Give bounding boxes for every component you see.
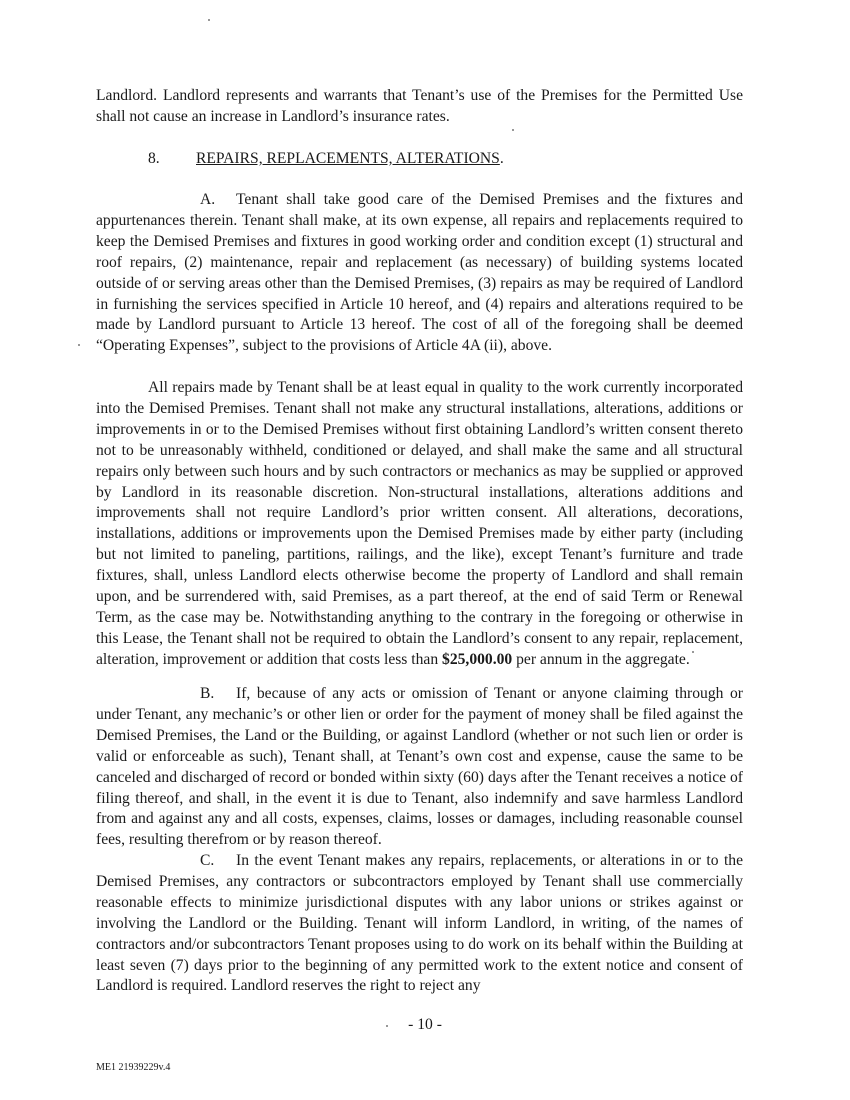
paragraph-c xyxy=(96,851,743,997)
document-id: ME1 21939229v.4 xyxy=(96,1062,171,1073)
paragraph-b-label: B. xyxy=(200,685,215,702)
page-number: - 10 - xyxy=(408,1016,442,1033)
consent-threshold-amount: $25,000.00 xyxy=(442,650,513,668)
paragraph-repairs-text: All repairs made by Tenant shall be at least equal in quality to the work currently incorporated into the Demised Premises. Tenant shall not make any structural installations, alterations, additions or improvements in or to the Demised Premises without first obtaining Landlord’s written consent thereto not to be unreasonably withheld, conditioned or delayed, and shall make the same and all structural repairs only between such hours and by such contractors or mechanics as may be supplied or approved by Landlord in its reasonable discretion. Non-structural installations, alterations additions and improvements shall not require Landlord’s prior written consent. All alterations, decorations, installations, additions or improvements upon the Demised Premises made by either party (including but not limited to paneling, partitions, railings, and the like), except Tenant’s furniture and trade fixtures, shall, unless Landlord elects otherwise become the property of Landlord and shall remain upon, and be surrendered with, said Premises, as a part thereof, at the end of said Term or Renewal Term, as the case may be. Notwithstanding anything to the contrary in the foregoing or otherwise in this Lease, the Tenant shall not be required to obtain the Landlord’s consent to any repair, replacement, alteration, improvement or addition that costs less than xyxy=(96,379,743,668)
paragraph-repairs-tail: per annum in the aggregate. xyxy=(516,650,690,668)
section-heading xyxy=(148,149,504,170)
paragraph-c-label: C. xyxy=(200,852,215,869)
paragraph-a xyxy=(96,190,743,357)
section-title: REPAIRS, REPLACEMENTS, ALTERATIONS xyxy=(196,150,500,167)
continuation-text: Landlord. Landlord represents and warrants that Tenant’s use of the Premises for the Permitted Use shall not cause an increase in Landlord’s insurance rates. xyxy=(96,87,743,125)
scan-speck xyxy=(78,344,80,346)
paragraph-c-text: In the event Tenant makes any repairs, replacements, or alterations in or to the Demised Premises, any contractors or subcontractors employed by Tenant shall use commercially reasonable effects to minimize jurisdictional disputes with any labor unions or strikes against or involving the Landlord or the Building. Tenant will inform Landlord, in writing, of the names of contractors and/or subcontractors Tenant proposes using to do work on its behalf within the Building at least seven (7) days prior to the beginning of any permitted work to the extent notice and consent of Landlord is required. Landlord reserves the right to reject any xyxy=(96,852,743,995)
section-number: 8. xyxy=(148,150,160,167)
paragraph-repairs xyxy=(96,378,743,671)
paragraph-a-text: Tenant shall take good care of the Demised Premises and the fixtures and appurtenances therein. Tenant shall make, at its own expense, all repairs and replacements required to keep the Demised Premises and fixtures in good working order and condition except (1) structural and roof repairs, (2) maintenance, repair and replacement (as necessary) of building systems located outside of or serving areas other than the Demised Premises, (3) repairs as may be required of Landlord in furnishing the services specified in Article 10 hereof, and (4) repairs and alterations required to be made by Landlord pursuant to Article 13 hereof. The cost of all of the foregoing shall be deemed “Operating Expenses”, subject to the provisions of Article 4A (ii), above. xyxy=(96,191,743,355)
continuation-paragraph xyxy=(96,86,743,128)
paragraph-a-label: A. xyxy=(200,191,216,208)
section-title-period: . xyxy=(499,150,504,167)
paragraph-b-text: If, because of any acts or omission of Tenant or anyone claiming through or under Tenant, any mechanic’s or other lien or order for the payment of money shall be filed against the Demised Premises, the Land or the Building, or against Landlord (whether or not such lien or order is valid or enforceable as such), Tenant shall, at Tenant’s own cost and expense, cause the same to be canceled and discharged of record or bonded within sixty (60) days after the Tenant receives a notice of filing thereof, and shall, in the event it is due to Tenant, also indemnify and save harmless Landlord from and against any and all costs, expenses, claims, losses or damages, including reasonable counsel fees, resulting therefrom or by reason thereof. xyxy=(96,685,743,849)
scan-speck xyxy=(208,19,210,21)
scan-speck xyxy=(512,129,514,131)
paragraph-b xyxy=(96,684,743,851)
